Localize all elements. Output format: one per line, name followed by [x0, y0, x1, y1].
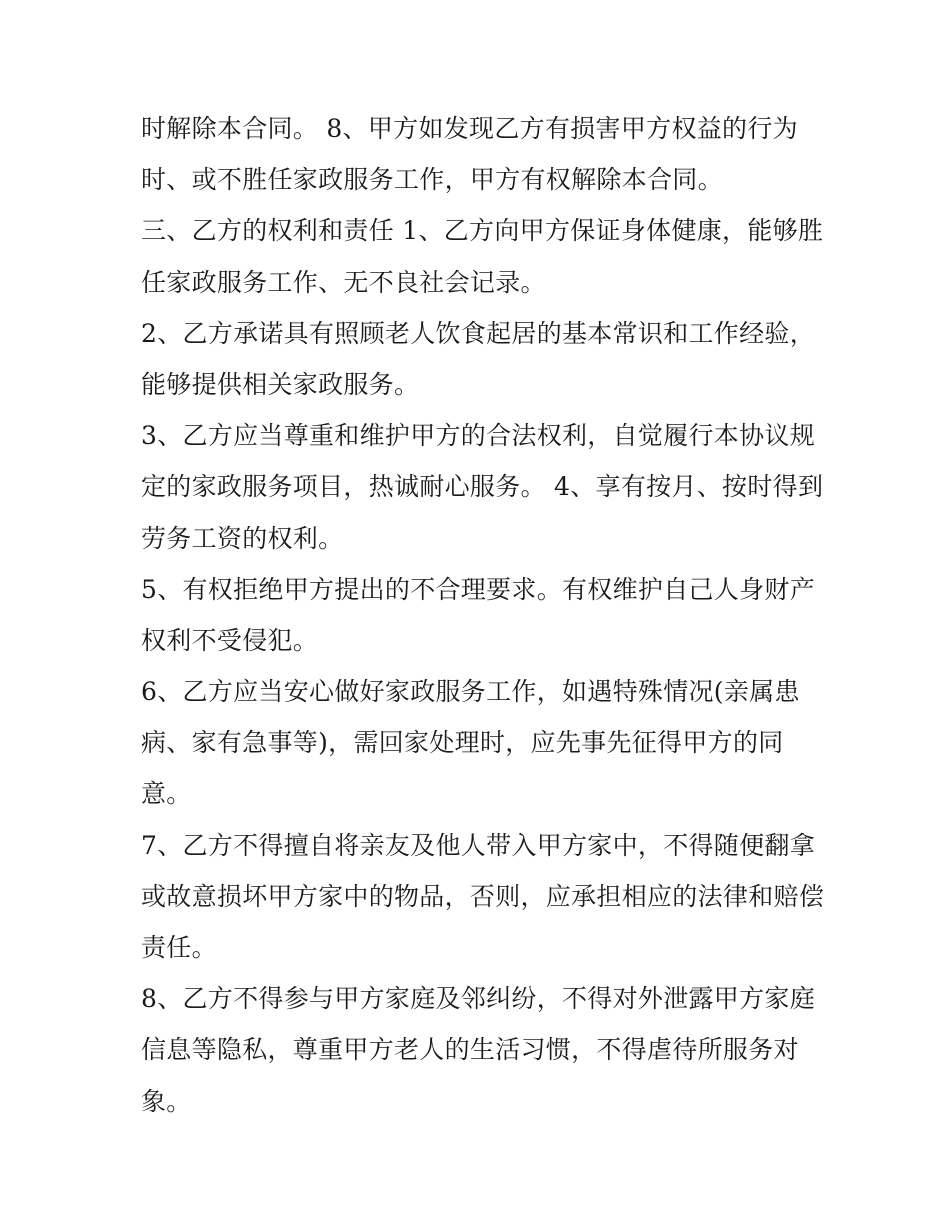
text-line: 劳务工资的权利。: [141, 523, 344, 553]
text-line: 象。: [141, 1086, 192, 1116]
text-line: 信息等隐私，尊重甲方老人的生活习惯，不得虐待所服务对: [141, 1035, 799, 1065]
text-line: 6、乙方应当安心做好家政服务工作，如遇特殊情况(亲属患: [141, 677, 800, 707]
text-line: 或故意损坏甲方家中的物品，否则，应承担相应的法律和赔偿: [141, 881, 825, 911]
text-line: 时、或不胜任家政服务工作，甲方有权解除本合同。: [141, 165, 723, 195]
text-line: 意。: [141, 779, 192, 809]
text-line: 权利不受侵犯。: [141, 625, 319, 655]
text-line: 定的家政服务项目，热诚耐心服务。 4、享有按月、按时得到: [141, 472, 824, 502]
text-line: 三、乙方的权利和责任 1、乙方向甲方保证身体健康，能够胜: [141, 216, 824, 246]
text-line: 时解除本合同。 8、甲方如发现乙方有损害甲方权益的行为: [141, 114, 798, 143]
text-line: 能够提供相关家政服务。: [141, 369, 420, 399]
text-line: 8、乙方不得参与甲方家庭及邻纠纷，不得对外泄露甲方家庭: [141, 984, 816, 1014]
text-line: 2、乙方承诺具有照顾老人饮食起居的基本常识和工作经验，: [141, 318, 816, 348]
text-line: 3、乙方应当尊重和维护甲方的合法权利，自觉履行本协议规: [141, 421, 816, 451]
text-line: 任家政服务工作、无不良社会记录。: [141, 267, 546, 297]
text-line: 5、有权拒绝甲方提出的不合理要求。有权维护自己人身财产: [141, 574, 816, 604]
contract-text-body: [141, 103, 825, 1127]
text-line: 责任。: [141, 933, 217, 962]
text-line: 7、乙方不得擅自将亲友及他人带入甲方家中，不得随便翻拿: [141, 830, 816, 860]
text-line: 病、家有急事等)，需回家处理时，应先事先征得甲方的同: [141, 728, 784, 758]
